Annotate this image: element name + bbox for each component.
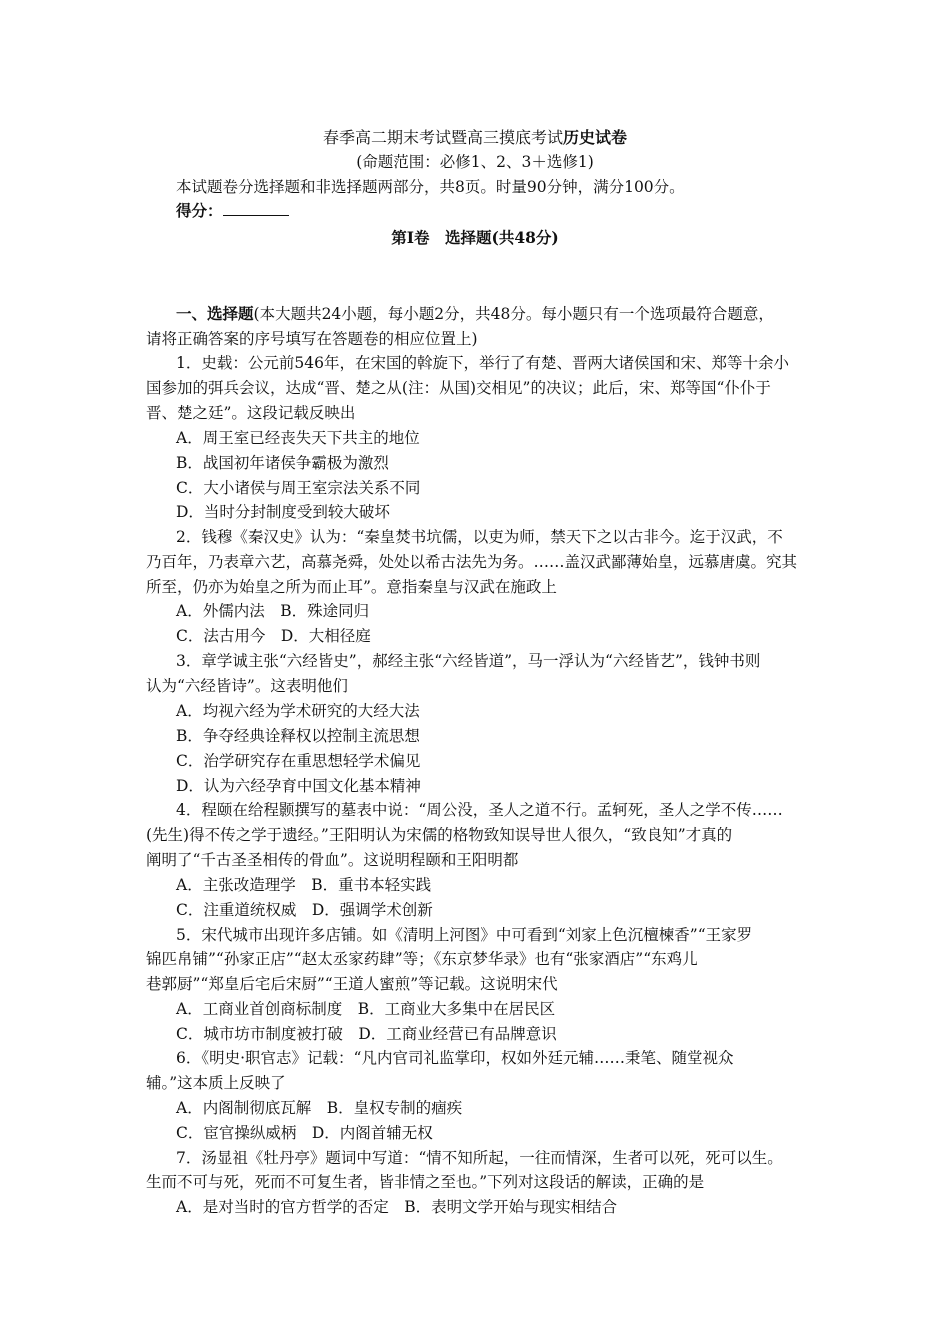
question-1-option-d: D．当时分封制度受到较大破坏	[176, 503, 390, 521]
section-title: 第Ⅰ卷 选择题(共48分)	[391, 228, 559, 247]
question-7-stem-line2: 生而不可与死，死而不可复生者，皆非情之至也。”下列对这段话的解读，正确的是	[146, 1173, 705, 1191]
question-4-stem-line2: (先生)得不传之学于遗经。”王阳明认为宋儒的格物致知误导世人很久，“致良知”才真的	[146, 826, 733, 844]
part1-heading-line2: 请将正确答案的序号填写在答题卷的相应位置上)	[146, 330, 478, 348]
question-5-options-ab: A．工商业首创商标制度 B．工商业大多集中在居民区	[176, 1000, 556, 1018]
question-5-stem-line2: 锦匹帛铺”“孙家正店”“赵太丞家药肆”等；《东京梦华录》也有“张家酒店”“东鸡儿	[146, 950, 698, 968]
question-1-stem-line1: 1．史载：公元前546年，在宋国的斡旋下，举行了有楚、晋两大诸侯国和宋、郑等十余小	[176, 354, 789, 372]
question-2-stem-line1: 2．钱穆《秦汉史》认为：“秦皇焚书坑儒，以吏为师，禁天下之以古非今。迄于汉武，不	[176, 528, 783, 546]
question-2-stem-line3: 所至，仍亦为始皇之所为而止耳”。意指秦皇与汉武在施政上	[146, 578, 557, 596]
question-6-options-ab: A．内阁制彻底瓦解 B．皇权专制的痼疾	[176, 1099, 463, 1117]
question-3-option-d: D．认为六经孕育中国文化基本精神	[176, 777, 421, 795]
part1-heading-text: (本大题共24小题，每小题2分，共48分。每小题只有一个选项最符合题意，	[253, 305, 774, 323]
question-1-option-c: C．大小诸侯与周王室宗法关系不同	[176, 479, 421, 497]
exam-title-subject: 历史试卷	[563, 128, 628, 147]
question-4-stem-line1: 4．程颐在给程颢撰写的墓表中说：“周公没，圣人之道不行。孟轲死，圣人之学不传……	[176, 801, 783, 819]
question-2-options-cd: C．法古用今 D．大相径庭	[176, 627, 371, 645]
question-5-stem-line1: 5．宋代城市出现许多店铺。如《清明上河图》中可看到“刘家上色沉檀楝香”“王家罗	[176, 926, 753, 944]
question-2-stem-line2: 乃百年，乃表章六艺，高慕尧舜，处处以希古法先为务。……盖汉武鄙薄始皇，远慕唐虞。究其	[146, 553, 798, 571]
exam-title	[0, 128, 950, 148]
part1-heading	[176, 304, 774, 324]
question-3-option-b: B．争夺经典诠释权以控制主流思想	[176, 727, 420, 745]
question-3-option-a: A．均视六经为学术研究的大经大法	[176, 702, 420, 720]
question-3-stem-line2: 认为“六经皆诗”。这表明他们	[146, 677, 348, 695]
question-1-stem-line3: 晋、楚之廷”。这段记载反映出	[146, 404, 356, 422]
part1-heading-label: 一、选择题	[176, 304, 254, 323]
question-3-option-c: C．治学研究存在重思想轻学术偏见	[176, 752, 421, 770]
score-field	[176, 201, 289, 221]
question-5-options-cd: C．城市坊市制度被打破 D．工商业经营已有品牌意识	[176, 1025, 557, 1043]
question-1-stem-line2: 国参加的弭兵会议，达成“晋、楚之从(注：从国)交相见”的决议；此后，宋、郑等国“仆仆于	[146, 379, 771, 397]
score-blank	[223, 201, 289, 216]
exam-intro: 本试题卷分选择题和非选择题两部分，共8页。时量90分钟，满分100分。	[176, 178, 685, 196]
question-6-options-cd: C．宦官操纵威柄 D．内阁首辅无权	[176, 1124, 433, 1142]
exam-scope: (命题范围：必修1、2、3＋选修1)	[356, 153, 594, 171]
question-4-stem-line3: 阐明了“千古圣圣相传的骨血”。这说明程颐和王阳明都	[146, 851, 519, 869]
question-1-option-b: B．战国初年诸侯争霸极为激烈	[176, 454, 389, 472]
question-2-options-ab: A．外儒内法 B．殊途同归	[176, 602, 370, 620]
question-6-stem-line1: 6．《明史·职官志》记载：“凡内官司礼监掌印，权如外廷元辅……秉笔、随堂视众	[176, 1049, 734, 1067]
question-5-stem-line3: 巷郭厨”“郑皇后宅后宋厨”“王道人蜜煎”等记载。这说明宋代	[146, 975, 558, 993]
question-3-stem-line1: 3．章学诚主张“六经皆史”，郝经主张“六经皆道”，马一浮认为“六经皆艺”，钱钟书则	[176, 652, 761, 670]
question-7-stem-line1: 7．汤显祖《牡丹亭》题词中写道：“情不知所起，一往而情深，生者可以死，死可以生。	[176, 1149, 783, 1167]
question-1-option-a: A．周王室已经丧失天下共主的地位	[176, 429, 420, 447]
question-4-options-cd: C．注重道统权威 D．强调学术创新	[176, 901, 433, 919]
question-4-options-ab: A．主张改造理学 B．重书本轻实践	[176, 876, 432, 894]
question-7-options-ab: A．是对当时的官方哲学的否定 B．表明文学开始与现实相结合	[176, 1198, 618, 1216]
exam-title-main: 春季高二期末考试暨高三摸底考试	[322, 128, 563, 147]
score-label: 得分：	[176, 201, 223, 220]
question-6-stem-line2: 辅。”这本质上反映了	[146, 1074, 286, 1092]
